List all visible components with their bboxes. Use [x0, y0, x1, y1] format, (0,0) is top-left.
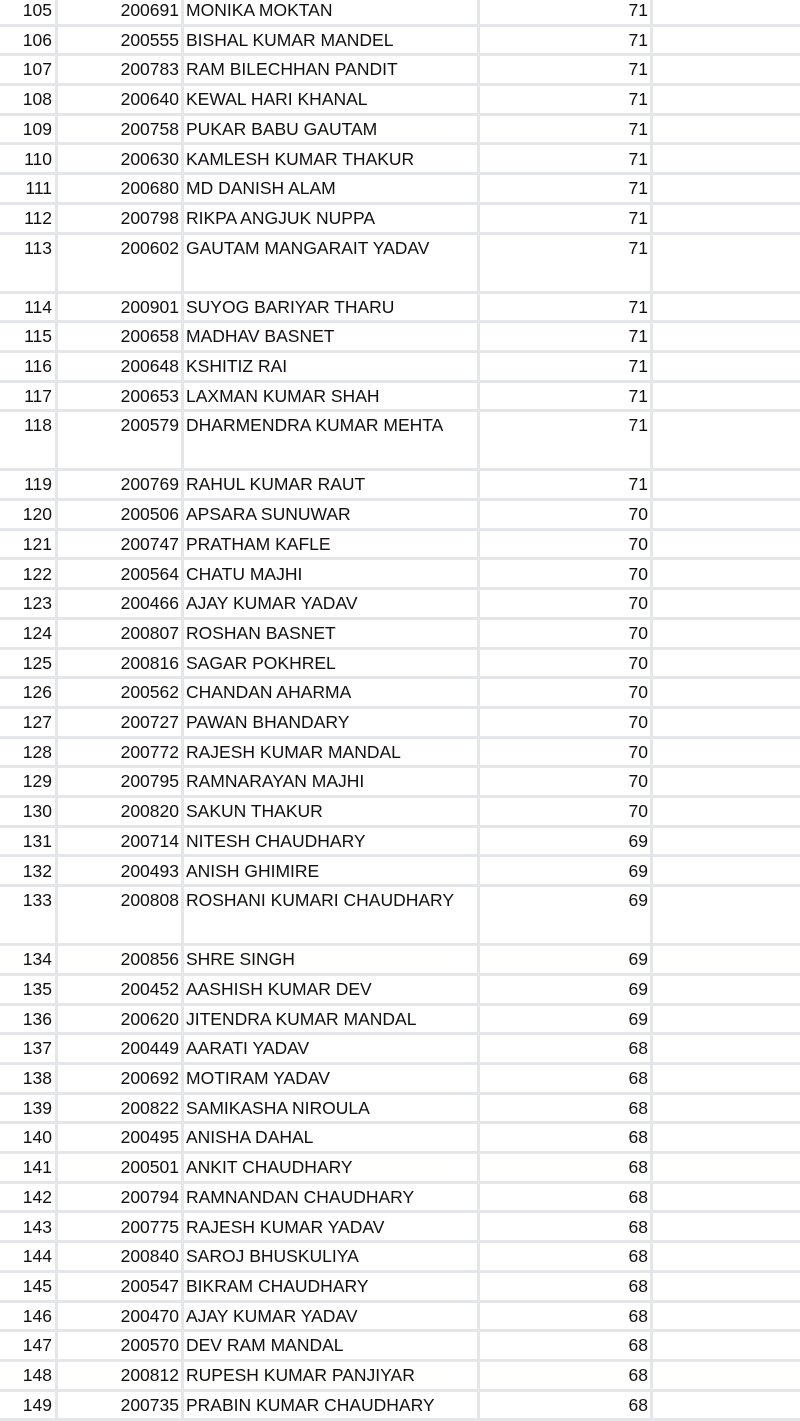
table-row — [0, 146, 800, 176]
table-row — [0, 709, 800, 739]
score: 71 — [628, 474, 648, 495]
row-number: 145 — [22, 1275, 52, 1296]
empty-cell — [652, 412, 800, 471]
student-name: MADHAV BASNET — [186, 326, 335, 347]
empty-cell — [652, 1273, 800, 1303]
roll-number: 200822 — [120, 1097, 179, 1118]
score: 71 — [628, 356, 648, 376]
row-number: 121 — [22, 533, 52, 554]
roll-number: 200727 — [120, 712, 179, 732]
student-name: RAMNARAYAN MAJHI — [186, 771, 365, 792]
empty-cell — [652, 383, 800, 413]
table-row — [0, 561, 800, 591]
row-number: 147 — [22, 1335, 52, 1356]
student-name: MONIKA MOKTAN — [186, 0, 333, 20]
score: 68 — [628, 1275, 648, 1296]
empty-cell — [652, 323, 800, 353]
empty-cell — [652, 709, 800, 739]
student-name: SAROJ BHUSKULIYA — [186, 1246, 359, 1267]
roll-number: 200769 — [120, 474, 179, 495]
student-name: APSARA SUNUWAR — [186, 504, 351, 525]
score: 70 — [628, 593, 648, 614]
student-name: SAKUN THAKUR — [186, 801, 323, 822]
row-number: 116 — [24, 356, 52, 376]
student-name: RUPESH KUMAR PANJIYAR — [186, 1365, 415, 1385]
student-name: KAMLESH KUMAR THAKUR — [186, 148, 415, 169]
student-name: ANISH GHIMIRE — [186, 860, 320, 881]
student-name: ROSHANI KUMARI CHAUDHARY — [186, 890, 455, 911]
table-row — [0, 1332, 800, 1362]
student-name: DHARMENDRA KUMAR MEHTA — [186, 415, 444, 436]
empty-cell — [652, 56, 800, 86]
column-divider — [181, 0, 184, 1419]
table-row — [0, 1184, 800, 1214]
roll-number: 200807 — [120, 622, 179, 643]
empty-cell — [652, 887, 800, 946]
score: 71 — [628, 89, 648, 110]
table-row — [0, 1362, 800, 1392]
roll-number: 200747 — [120, 533, 179, 554]
roll-number: 200758 — [120, 118, 179, 139]
roll-number: 200547 — [120, 1275, 179, 1296]
row-number: 141 — [22, 1157, 52, 1178]
empty-cell — [652, 650, 800, 680]
row-number: 110 — [24, 148, 52, 169]
score: 68 — [628, 1157, 648, 1178]
table-row — [0, 679, 800, 709]
student-name: AJAY KUMAR YADAV — [186, 593, 358, 614]
table-row — [0, 1035, 800, 1065]
row-number: 146 — [22, 1305, 52, 1326]
row-number: 120 — [22, 504, 52, 525]
student-name: ANKIT CHAUDHARY — [186, 1157, 353, 1178]
table-row — [0, 798, 800, 828]
roll-number: 200564 — [120, 563, 179, 584]
score: 68 — [628, 1097, 648, 1118]
empty-cell — [652, 828, 800, 858]
score: 70 — [628, 563, 648, 584]
student-name: CHATU MAJHI — [186, 563, 303, 584]
empty-cell — [652, 620, 800, 650]
row-number: 149 — [22, 1394, 52, 1415]
roll-number: 200820 — [120, 801, 179, 822]
row-number: 126 — [22, 682, 52, 703]
row-number: 132 — [22, 860, 52, 881]
score: 70 — [628, 533, 648, 554]
table-row — [0, 1154, 800, 1184]
roll-number: 200901 — [120, 296, 179, 317]
student-name: AARATI YADAV — [186, 1038, 310, 1059]
row-number: 136 — [22, 1008, 52, 1029]
roll-number: 200840 — [120, 1246, 179, 1267]
row-number: 129 — [22, 771, 52, 792]
student-name: SAGAR POKHREL — [186, 652, 336, 673]
empty-cell — [652, 116, 800, 146]
student-name: ANISHA DAHAL — [186, 1127, 314, 1148]
table-row — [0, 620, 800, 650]
table-row — [0, 946, 800, 976]
score: 71 — [628, 296, 648, 317]
empty-cell — [652, 471, 800, 501]
table-row — [0, 323, 800, 353]
empty-cell — [652, 1332, 800, 1362]
roll-number: 200795 — [120, 771, 179, 792]
roll-number: 200691 — [120, 0, 179, 20]
score: 70 — [628, 741, 648, 762]
empty-cell — [652, 1184, 800, 1214]
score: 70 — [628, 652, 648, 673]
roll-number: 200452 — [120, 978, 179, 999]
student-name: KSHITIZ RAI — [186, 356, 288, 376]
score: 68 — [628, 1246, 648, 1267]
student-name: RIKPA ANGJUK NUPPA — [186, 207, 375, 228]
table-row — [0, 1065, 800, 1095]
column-divider — [650, 0, 653, 1419]
student-name: PUKAR BABU GAUTAM — [186, 118, 378, 139]
row-number: 125 — [22, 652, 52, 673]
student-name: AJAY KUMAR YADAV — [186, 1305, 358, 1326]
student-name: NITESH CHAUDHARY — [186, 830, 366, 851]
table-row — [0, 1214, 800, 1244]
student-name: MD DANISH ALAM — [186, 178, 336, 199]
score: 69 — [628, 890, 648, 911]
student-name: MOTIRAM YADAV — [186, 1068, 330, 1088]
roll-number: 200658 — [120, 326, 179, 347]
table-row — [0, 86, 800, 116]
empty-cell — [652, 1065, 800, 1095]
row-number: 108 — [22, 89, 52, 110]
score: 68 — [628, 1186, 648, 1207]
row-number: 109 — [22, 118, 52, 139]
score: 71 — [628, 207, 648, 228]
score: 68 — [628, 1365, 648, 1385]
student-name: LAXMAN KUMAR SHAH — [186, 385, 380, 406]
empty-cell — [652, 0, 800, 27]
empty-cell — [652, 175, 800, 205]
table-row — [0, 353, 800, 383]
score: 69 — [628, 949, 648, 970]
empty-cell — [652, 858, 800, 888]
empty-cell — [652, 946, 800, 976]
roll-number: 200466 — [120, 593, 179, 614]
row-number: 140 — [22, 1127, 52, 1148]
table-row — [0, 1243, 800, 1273]
table-row — [0, 531, 800, 561]
table-row — [0, 739, 800, 769]
table-row — [0, 294, 800, 324]
roll-number: 200856 — [120, 949, 179, 970]
roll-number: 200602 — [120, 237, 179, 258]
empty-cell — [652, 1124, 800, 1154]
table-row — [0, 887, 800, 946]
row-number: 135 — [22, 978, 52, 999]
student-name: ROSHAN BASNET — [186, 622, 336, 643]
score: 69 — [628, 1008, 648, 1029]
score: 71 — [628, 237, 648, 258]
roll-number: 200775 — [120, 1216, 179, 1237]
student-name: PRABIN KUMAR CHAUDHARY — [186, 1394, 435, 1415]
row-number: 114 — [24, 296, 52, 317]
student-name: SHRE SINGH — [186, 949, 295, 970]
student-name: GAUTAM MANGARAIT YADAV — [186, 237, 430, 258]
score: 68 — [628, 1068, 648, 1088]
empty-cell — [652, 27, 800, 57]
empty-cell — [652, 1362, 800, 1392]
row-number: 130 — [22, 801, 52, 822]
empty-cell — [652, 561, 800, 591]
roll-number: 200570 — [120, 1335, 179, 1356]
student-name: BISHAL KUMAR MANDEL — [186, 29, 394, 50]
row-number: 138 — [22, 1068, 52, 1088]
empty-cell — [652, 590, 800, 620]
table-row — [0, 56, 800, 86]
table-row — [0, 590, 800, 620]
score: 71 — [628, 148, 648, 169]
roll-number: 200653 — [120, 385, 179, 406]
score: 71 — [628, 0, 648, 20]
row-number: 112 — [24, 207, 52, 228]
roll-number: 200501 — [120, 1157, 179, 1178]
roll-number: 200772 — [120, 741, 179, 762]
row-number: 107 — [22, 59, 52, 80]
score: 70 — [628, 801, 648, 822]
score: 70 — [628, 771, 648, 792]
score: 68 — [628, 1038, 648, 1059]
student-name: KEWAL HARI KHANAL — [186, 89, 368, 110]
score: 68 — [628, 1127, 648, 1148]
score: 70 — [628, 504, 648, 525]
table-row — [0, 1273, 800, 1303]
empty-cell — [652, 1243, 800, 1273]
roll-number: 200506 — [120, 504, 179, 525]
table-row — [0, 976, 800, 1006]
student-name: RAJESH KUMAR YADAV — [186, 1216, 385, 1237]
score: 71 — [628, 385, 648, 406]
score: 68 — [628, 1394, 648, 1415]
empty-cell — [652, 146, 800, 176]
score: 70 — [628, 712, 648, 732]
table-row — [0, 1124, 800, 1154]
table-row — [0, 383, 800, 413]
empty-cell — [652, 531, 800, 561]
student-name: JITENDRA KUMAR MANDAL — [186, 1008, 417, 1029]
empty-cell — [652, 1006, 800, 1036]
student-name: RAMNANDAN CHAUDHARY — [186, 1186, 415, 1207]
table-row — [0, 1006, 800, 1036]
column-divider — [55, 0, 58, 1419]
table-row — [0, 828, 800, 858]
column-divider — [477, 0, 480, 1419]
roll-number: 200812 — [120, 1365, 179, 1385]
row-number: 118 — [24, 415, 52, 436]
roll-number: 200783 — [120, 59, 179, 80]
student-name: RAM BILECHHAN PANDIT — [186, 59, 398, 80]
row-number: 106 — [22, 29, 52, 50]
score: 69 — [628, 978, 648, 999]
roll-number: 200495 — [120, 1127, 179, 1148]
empty-cell — [652, 798, 800, 828]
row-number: 115 — [24, 326, 52, 347]
student-name: SAMIKASHA NIROULA — [186, 1097, 370, 1118]
roll-number: 200808 — [120, 890, 179, 911]
student-name: CHANDAN AHARMA — [186, 682, 352, 703]
empty-cell — [652, 1154, 800, 1184]
table-row — [0, 650, 800, 680]
roll-number: 200794 — [120, 1186, 179, 1207]
row-number: 148 — [22, 1365, 52, 1385]
row-number: 139 — [22, 1097, 52, 1118]
roll-number: 200714 — [120, 830, 179, 851]
empty-cell — [652, 1303, 800, 1333]
empty-cell — [652, 679, 800, 709]
row-number: 127 — [22, 712, 52, 732]
score: 68 — [628, 1305, 648, 1326]
row-number: 144 — [22, 1246, 52, 1267]
score: 71 — [628, 59, 648, 80]
student-name: RAHUL KUMAR RAUT — [186, 474, 366, 495]
student-name: DEV RAM MANDAL — [186, 1335, 344, 1356]
empty-cell — [652, 976, 800, 1006]
roll-number: 200562 — [120, 682, 179, 703]
empty-cell — [652, 353, 800, 383]
empty-cell — [652, 294, 800, 324]
roll-number: 200493 — [120, 860, 179, 881]
table-row — [0, 235, 800, 294]
student-name: SUYOG BARIYAR THARU — [186, 296, 395, 317]
roll-number: 200692 — [120, 1068, 179, 1088]
score: 69 — [628, 860, 648, 881]
student-name: BIKRAM CHAUDHARY — [186, 1275, 369, 1296]
empty-cell — [652, 501, 800, 531]
roll-number: 200648 — [120, 356, 179, 376]
table-row — [0, 116, 800, 146]
roll-number: 200470 — [120, 1305, 179, 1326]
row-number: 123 — [22, 593, 52, 614]
row-number: 128 — [22, 741, 52, 762]
score: 71 — [628, 326, 648, 347]
score: 70 — [628, 682, 648, 703]
table-row — [0, 501, 800, 531]
roll-number: 200449 — [120, 1038, 179, 1059]
empty-cell — [652, 1392, 800, 1421]
roll-number: 200640 — [120, 89, 179, 110]
roll-number: 200620 — [120, 1008, 179, 1029]
roll-number: 200680 — [120, 178, 179, 199]
table-row — [0, 1303, 800, 1333]
row-number: 131 — [22, 830, 52, 851]
table-row — [0, 205, 800, 235]
table-row — [0, 175, 800, 205]
roll-number: 200798 — [120, 207, 179, 228]
empty-cell — [652, 768, 800, 798]
score: 71 — [628, 415, 648, 436]
row-number: 143 — [22, 1216, 52, 1237]
empty-cell — [652, 205, 800, 235]
empty-cell — [652, 86, 800, 116]
student-name: PRATHAM KAFLE — [186, 533, 331, 554]
score: 68 — [628, 1335, 648, 1356]
row-number: 122 — [22, 563, 52, 584]
row-number: 124 — [22, 622, 52, 643]
roll-number: 200555 — [120, 29, 179, 50]
roll-number: 200816 — [120, 652, 179, 673]
empty-cell — [652, 235, 800, 294]
table-row — [0, 27, 800, 57]
row-number: 111 — [25, 178, 52, 199]
score: 71 — [628, 118, 648, 139]
table-row — [0, 858, 800, 888]
score: 68 — [628, 1216, 648, 1237]
row-number: 119 — [24, 474, 52, 495]
roll-number: 200630 — [120, 148, 179, 169]
empty-cell — [652, 1035, 800, 1065]
empty-cell — [652, 739, 800, 769]
roll-number: 200735 — [120, 1394, 179, 1415]
table-row — [0, 1095, 800, 1125]
table-row — [0, 412, 800, 471]
student-name: AASHISH KUMAR DEV — [186, 978, 372, 999]
roll-number: 200579 — [120, 415, 179, 436]
table-row — [0, 471, 800, 501]
row-number: 113 — [24, 237, 52, 258]
empty-cell — [652, 1214, 800, 1244]
row-number: 117 — [24, 385, 52, 406]
empty-cell — [652, 1095, 800, 1125]
score: 70 — [628, 622, 648, 643]
row-number: 134 — [22, 949, 52, 970]
student-name: RAJESH KUMAR MANDAL — [186, 741, 401, 762]
score: 69 — [628, 830, 648, 851]
row-number: 137 — [22, 1038, 52, 1059]
table-row — [0, 768, 800, 798]
score: 71 — [628, 29, 648, 50]
row-number: 105 — [22, 0, 52, 20]
score: 71 — [628, 178, 648, 199]
row-number: 133 — [22, 890, 52, 911]
student-name: PAWAN BHANDARY — [186, 712, 350, 732]
table-row — [0, 0, 800, 27]
table-row — [0, 1392, 800, 1421]
row-number: 142 — [22, 1186, 52, 1207]
